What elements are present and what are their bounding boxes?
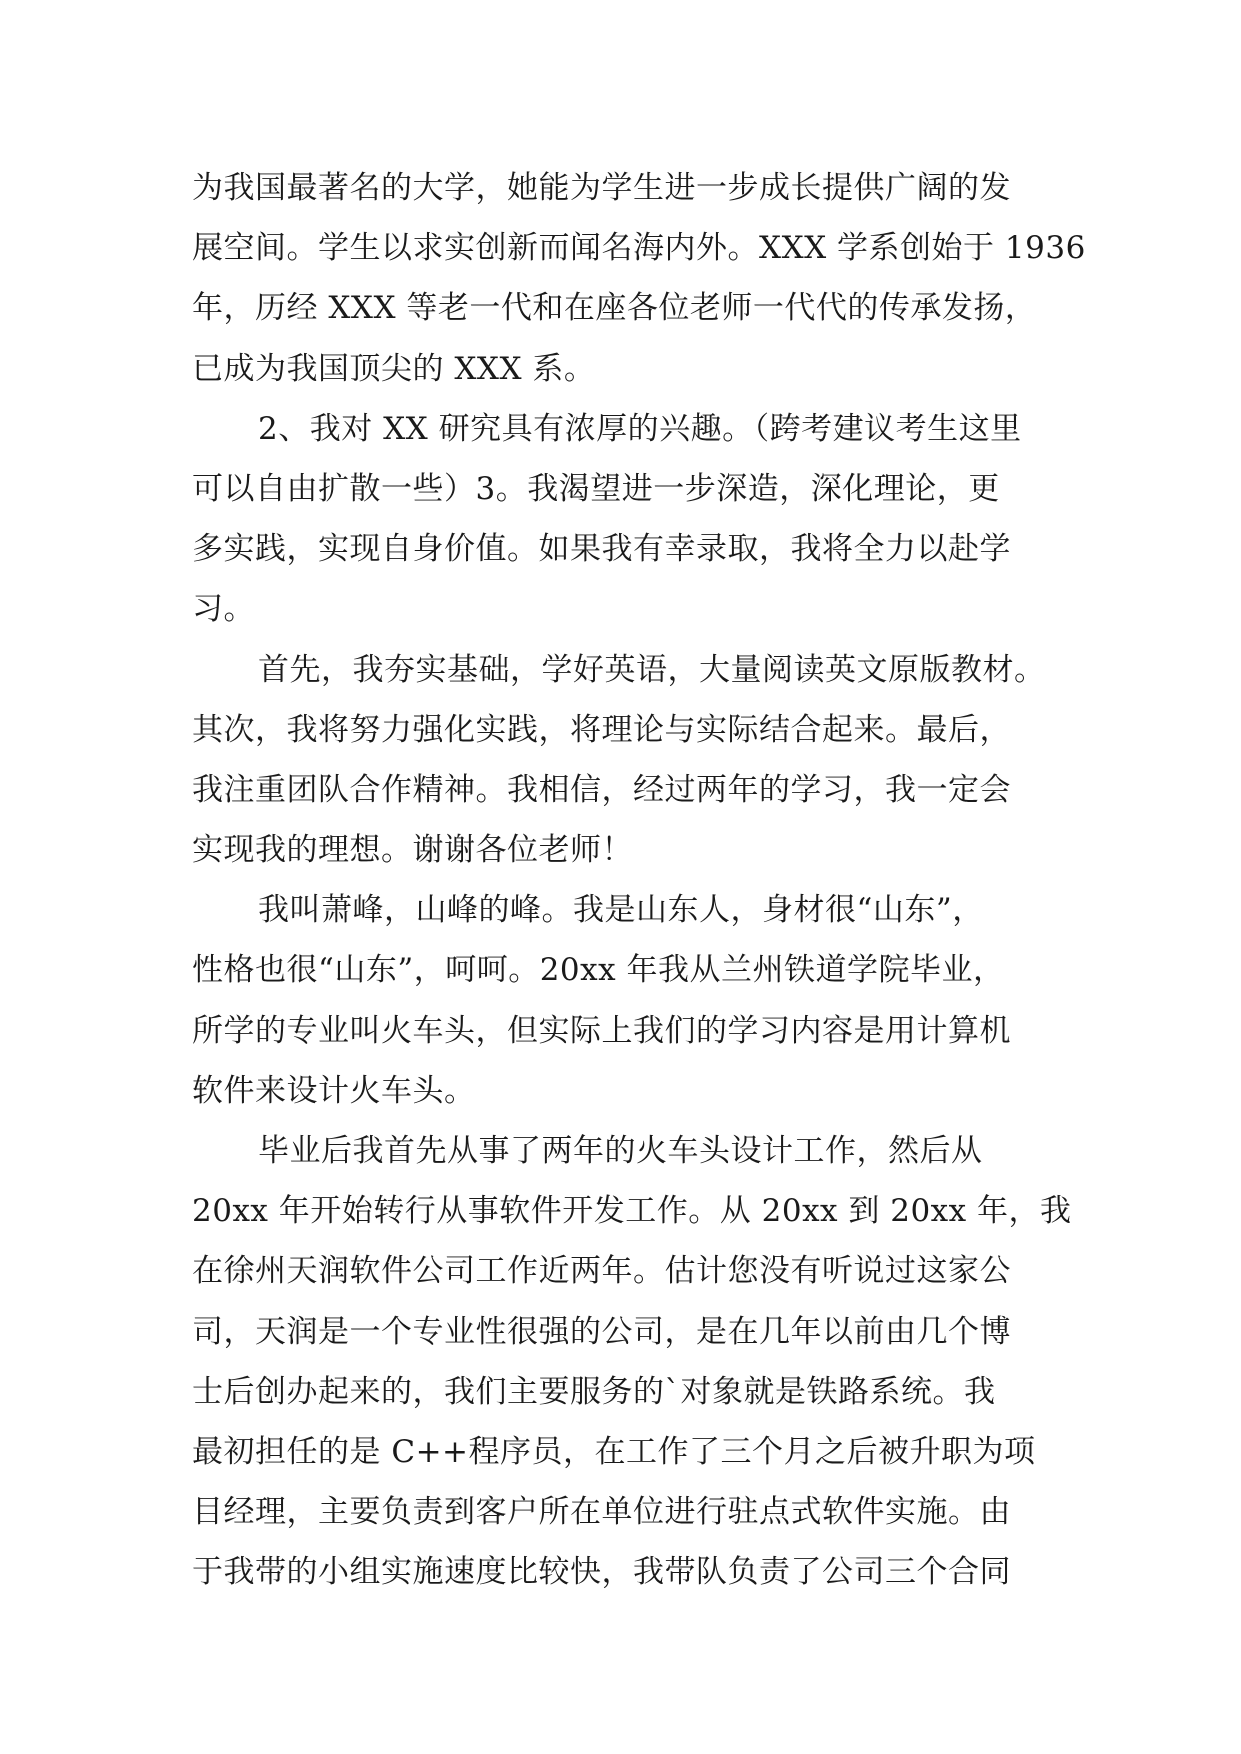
paragraph-first-line: 2、我对 XX 研究具有浓厚的兴趣。（跨考建议考生这里	[258, 410, 1022, 447]
text-line: 已成为我国顶尖的 XXX 系。	[192, 350, 596, 387]
text-line: 目经理，主要负责到客户所在单位进行驻点式软件实施。由	[192, 1494, 1011, 1531]
paragraph-first-line: 毕业后我首先从事了两年的火车头设计工作，然后从	[258, 1133, 983, 1169]
text-line: 我注重团队合作精神。我相信，经过两年的学习，我一定会	[192, 771, 1011, 808]
text-line: 习。	[192, 591, 255, 628]
text-line: 软件来设计火车头。	[192, 1072, 476, 1109]
text-line: 多实践，实现自身价值。如果我有幸录取，我将全力以赴学	[192, 531, 1011, 568]
text-line: 性格也很“山东”，呵呵。20xx 年我从兰州铁道学院毕业，	[192, 952, 1005, 989]
text-line: 实现我的理想。谢谢各位老师！	[192, 832, 633, 869]
text-line: 士后创办起来的，我们主要服务的`对象就是铁路系统。我	[192, 1373, 996, 1410]
text-line: 展空间。学生以求实创新而闻名海内外。XXX 学系创始于 1936	[192, 230, 1086, 267]
text-line: 年，历经 XXX 等老一代和在座各位老师一代代的传承发扬，	[192, 290, 1037, 327]
text-line: 其次，我将努力强化实践，将理论与实际结合起来。最后，	[192, 711, 1011, 748]
paragraph-first-line: 首先，我夯实基础，学好英语，大量阅读英文原版教材。	[258, 651, 1046, 688]
text-line: 司，天润是一个专业性很强的公司，是在几年以前由几个博	[192, 1313, 1011, 1350]
text-line: 于我带的小组实施速度比较快，我带队负责了公司三个合同	[192, 1554, 1011, 1591]
text-line: 为我国最著名的大学，她能为学生进一步成长提供广阔的发	[192, 170, 1011, 206]
text-line: 所学的专业叫火车头，但实际上我们的学习内容是用计算机	[192, 1012, 1011, 1049]
text-line: 最初担任的是 C++程序员，在工作了三个月之后被升职为项	[192, 1433, 1036, 1470]
document-body	[192, 158, 1086, 1603]
text-line: 在徐州天润软件公司工作近两年。估计您没有听说过这家公	[192, 1253, 1011, 1290]
text-line: 可以自由扩散一些）3。我渴望进一步深造，深化理论，更	[192, 470, 1000, 507]
paragraph-first-line: 我叫萧峰，山峰的峰。我是山东人，身材很“山东”，	[258, 892, 984, 929]
text-line: 20xx 年开始转行从事软件开发工作。从 20xx 到 20xx 年，我	[192, 1193, 1072, 1230]
